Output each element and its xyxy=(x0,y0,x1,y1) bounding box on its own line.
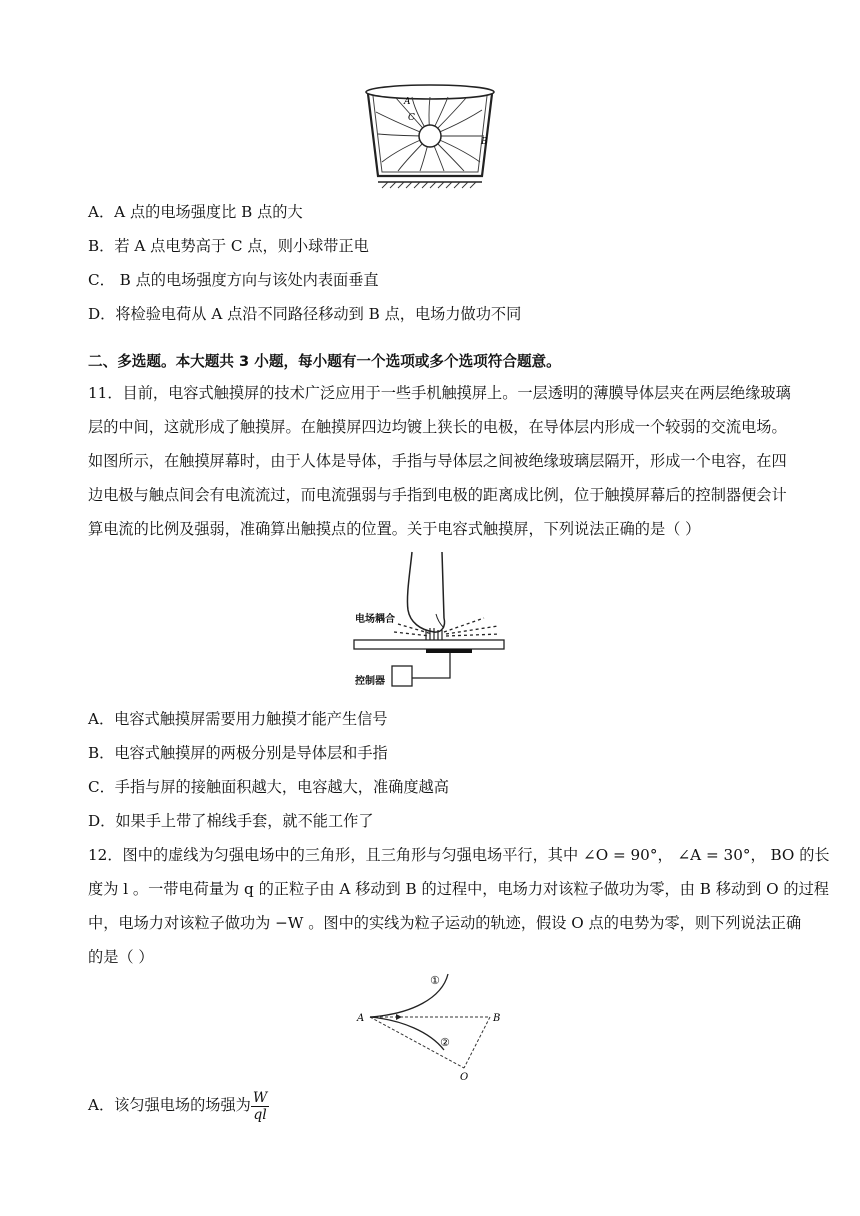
q11-stem-line-1: 11．目前，电容式触摸屏的技术广泛应用于一些手机触摸屏上。一层透明的薄膜导体层夹在两层绝缘玻璃 xyxy=(88,384,791,402)
q10-option-c: C． B 点的电场强度方向与该处内表面垂直 xyxy=(88,271,379,289)
q10-option-b: B．若 A 点电势高于 C 点，则小球带正电 xyxy=(88,237,369,255)
q11-option-b: B．电容式触摸屏的两极分别是导体层和手指 xyxy=(88,744,388,762)
q12-stem-line-1: 12．图中的虚线为匀强电场中的三角形，且三角形与匀强电场平行，其中 ∠O = 90°， ∠A = 30°， BO 的长 xyxy=(88,846,830,864)
q11-label-controller: 控制器 xyxy=(355,676,385,687)
q11-stem-line-3: 如图所示，在触摸屏幕时，由于人体是导体，手指与导体层之间被绝缘玻璃层隔开，形成一个电容，在四 xyxy=(88,452,787,470)
q10-option-a: A．A 点的电场强度比 B 点的大 xyxy=(88,203,303,221)
q11-option-a: A．电容式触摸屏需要用力触摸才能产生信号 xyxy=(88,710,388,728)
q10-label-b: B xyxy=(481,137,488,147)
fraction-numerator: W xyxy=(252,1089,268,1106)
q10-container-figure xyxy=(360,84,500,190)
q12-stem-line-3: 中，电场力对该粒子做功为 −W 。图中的实线为粒子运动的轨迹，假设 O 点的电势为零，则下列说法正确 xyxy=(88,914,802,932)
q12-label-path-2: ② xyxy=(440,1036,450,1049)
q12-label-path-1: ① xyxy=(430,974,440,987)
q11-option-c: C．手指与屏的接触面积越大，电容越大，准确度越高 xyxy=(88,778,449,796)
q12-option-a xyxy=(88,1086,269,1124)
q11-stem-line-5: 算电流的比例及强弱，准确算出触摸点的位置。关于电容式触摸屏，下列说法正确的是（ ） xyxy=(88,520,701,538)
fraction-denominator: ql xyxy=(253,1106,267,1123)
q12-stem-line-4: 的是（ ） xyxy=(88,948,154,966)
q10-option-d: D．将检验电荷从 A 点沿不同路径移动到 B 点，电场力做功不同 xyxy=(88,305,522,323)
q12-label-o: O xyxy=(460,1072,469,1083)
q10-label-a: A xyxy=(404,97,411,107)
q12-triangle-figure xyxy=(352,968,512,1084)
q11-label-field-coupling: 电场耦合 xyxy=(355,614,395,625)
section-heading: 二、多选题。本大题共 3 小题，每小题有一个选项或多个选项符合题意。 xyxy=(88,353,561,370)
q10-label-c: C xyxy=(408,113,415,123)
q12-label-a: A xyxy=(357,1013,365,1024)
q12-label-b: B xyxy=(493,1013,501,1024)
q11-stem-line-2: 层的中间，这就形成了触摸屏。在触摸屏四边均镀上狭长的电极，在导体层内形成一个较弱的交流电场。 xyxy=(88,418,787,436)
q11-option-d: D．如果手上带了棉线手套，就不能工作了 xyxy=(88,812,374,830)
q12-stem-line-2: 度为 l 。一带电荷量为 q 的正粒子由 A 移动到 B 的过程中，电场力对该粒子做功为零，由 B 移动到 O 的过程 xyxy=(88,880,829,898)
q12-option-a-fraction xyxy=(251,1090,269,1123)
q12-option-a-text: A．该匀强电场的场强为 xyxy=(88,1096,251,1114)
q11-stem-line-4: 边电极与触点间会有电流流过，而电流强弱与手指到电极的距离成比例，位于触摸屏幕后的控制器便会计 xyxy=(88,486,787,504)
